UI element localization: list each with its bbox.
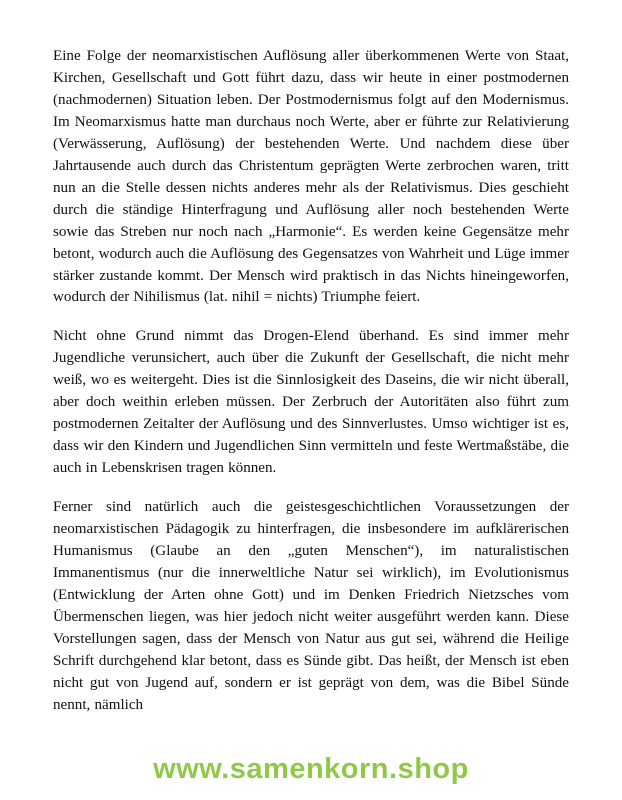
body-text-column [53,46,569,717]
paragraph-3: Ferner sind natürlich auch die geistesgeschichtlichen Voraussetzungen der neomarxistischen Pädagogik zu hinterfragen, die insbesondere im aufklärerischen Humanismus (Glaube an den „guten Menschen“), im naturalistischen Immanentismus (nur die innerweltliche Natur sei wirklich), im Evolutionismus (Entwicklung der Arten ohne Gott) und im Denken Friedrich Nietzsches vom Übermenschen liegen, was hier jedoch nicht weiter ausgeführt werden kann. Diese Vorstellungen sagen, dass der Mensch von Natur aus gut sei, während die Heilige Schrift durchgehend klar betont, dass es Sünde gibt. Das heißt, der Mensch ist eben nicht gut von Jugend auf, sondern er ist geprägt von dem, was die Bibel Sünde nennt, nämlich [53,499,569,713]
paragraph-2: Nicht ohne Grund nimmt das Drogen-Elend überhand. Es sind immer mehr Jugendliche verunsichert, auch über die Zukunft der Gesellschaft, die nicht mehr weiß, wo es weitergeht. Dies ist die Sinnlosigkeit des Daseins, die wir nicht überall, aber doch weithin erleben müssen. Der Zerbruch der Autoritäten also führt zum postmodernen Zeitalter der Auflösung und des Sinnverlustes. Umso wichtiger ist es, dass wir den Kindern und Jugendlichen Sinn vermitteln und feste Wertmaßstäbe, die auch in Lebenskrisen tragen können. [53,328,569,477]
watermark-text: www.samenkorn.shop [153,753,469,785]
paragraph-1: Eine Folge der neomarxistischen Auflösung aller überkommenen Werte von Staat, Kirchen, Gesellschaft und Gott führt dazu, dass wir heute in einer postmodernen (nachmodernen) Situation leben. Der Postmodernismus folgt auf den Modernismus. Im Neomarxismus hatte man durchaus noch Werte, aber er führte zur Relativierung (Verwässerung, Auflösung) der bestehenden Werte. Und nachdem diese über Jahrtausende auch durch das Christentum geprägten Werte zerbrochen waren, tritt nun an die Stelle dessen nichts anderes mehr als der Relativismus. Dies geschieht durch die ständige Hinterfragung und Auflösung aller noch bestehenden Werte sowie das Streben nur noch nach „Harmonie“. Es werden keine Gegensätze mehr betont, wodurch auch die Auflösung des Gegensatzes von Wahrheit und Lüge immer stärker zustande kommt. Der Mensch wird praktisch in das Nichts hineingeworfen, wodurch der Nihilismus (lat. nihil = nichts) Triumphe feiert. [53,48,569,306]
